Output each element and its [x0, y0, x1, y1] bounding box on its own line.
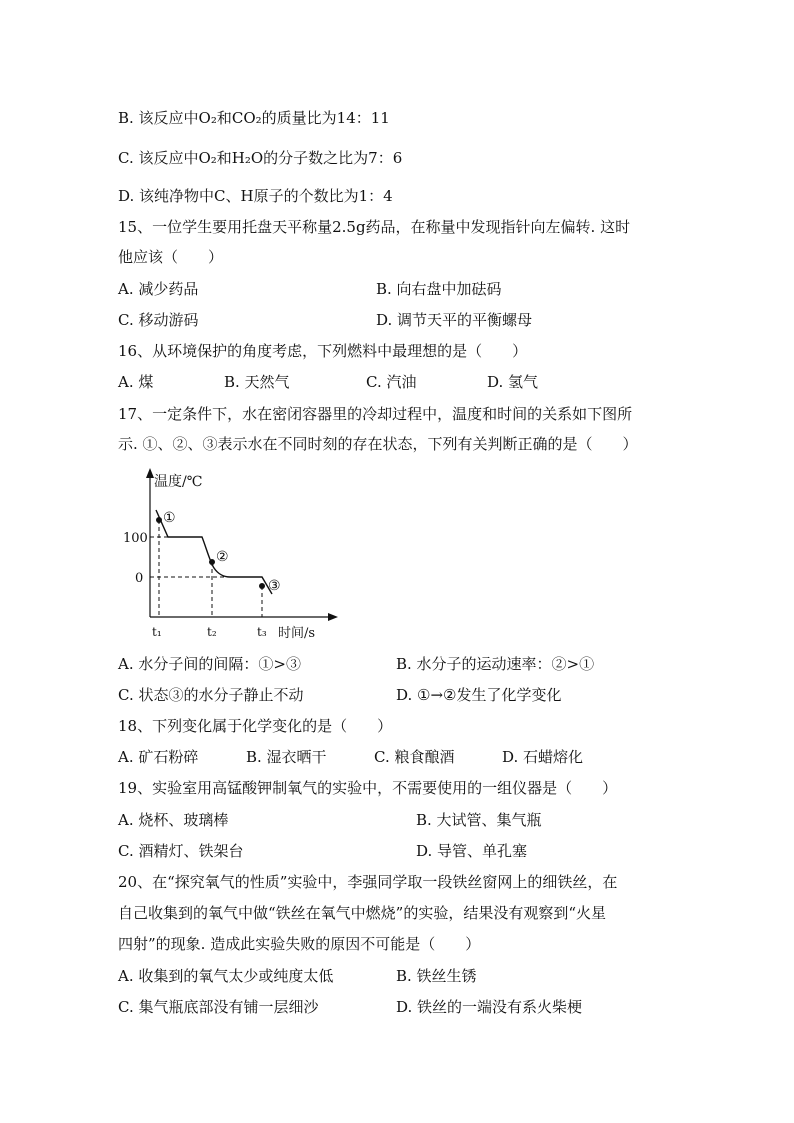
point-3 — [259, 583, 265, 589]
q18-stem: 18、下列变化属于化学变化的是（ ） — [118, 717, 393, 735]
q14-option-c: C. 该反应中O₂和H₂O的分子数之比为7：6 — [118, 149, 403, 167]
q18-option-a: A. 矿石粉碎 — [118, 748, 199, 766]
q18-option-c: C. 粮食酿酒 — [374, 748, 455, 766]
point-3-label: ③ — [268, 578, 281, 594]
q20-option-a: A. 收集到的氧气太少或纯度太低 — [118, 967, 334, 985]
q14-option-b: B. 该反应中O₂和CO₂的质量比为14：11 — [118, 109, 390, 127]
q16-stem: 16、从环境保护的角度考虑，下列燃料中最理想的是（ ） — [118, 342, 528, 360]
y-axis-arrow — [146, 468, 154, 478]
q18-option-b: B. 湿衣晒干 — [246, 748, 327, 766]
q20-stem-line3: 四射”的现象. 造成此实验失败的原因不可能是（ ） — [118, 935, 481, 953]
q17-stem-line1: 17、一定条件下，水在密闭容器里的冷却过程中，温度和时间的关系如下图所 — [118, 405, 633, 423]
q17-stem-line2: 示. ①、②、③表示水在不同时刻的存在状态，下列有关判断正确的是（ ） — [118, 435, 638, 453]
q17-option-b: B. 水分子的运动速率：②>① — [396, 655, 595, 673]
q15-stem-line1: 15、一位学生要用托盘天平称量2.5g药品，在称量中发现指针向左偏转. 这时 — [118, 218, 631, 236]
q18-option-d: D. 石蜡熔化 — [502, 748, 584, 766]
point-2 — [209, 559, 215, 565]
q15-stem-line2: 他应该（ ） — [118, 248, 224, 266]
q20-option-b: B. 铁丝生锈 — [396, 967, 477, 985]
q17-option-d: D. ①→②发生了化学变化 — [396, 686, 562, 704]
q15-option-a: A. 减少药品 — [118, 280, 199, 298]
q17-option-c: C. 状态③的水分子静止不动 — [118, 686, 304, 704]
q16-option-c: C. 汽油 — [366, 373, 417, 391]
q20-stem-line1: 20、在“探究氧气的性质”实验中，李强同学取一段铁丝窗网上的细铁丝，在 — [118, 873, 618, 891]
x-axis-label: 时间/s — [278, 626, 316, 641]
temperature-time-chart — [110, 462, 350, 647]
x-tick-t2: t₂ — [207, 625, 217, 639]
q19-option-b: B. 大试管、集气瓶 — [416, 811, 542, 829]
x-tick-t3: t₃ — [257, 625, 267, 639]
q16-option-d: D. 氢气 — [487, 373, 539, 391]
point-1-label: ① — [163, 510, 176, 526]
q14-option-d: D. 该纯净物中C、H原子的个数比为1：4 — [118, 187, 393, 205]
q19-option-d: D. 导管、单孔塞 — [416, 842, 528, 860]
q16-option-b: B. 天然气 — [224, 373, 290, 391]
q20-stem-line2: 自己收集到的氧气中做“铁丝在氧气中燃烧”的实验，结果没有观察到“火星 — [118, 904, 607, 922]
q20-option-d: D. 铁丝的一端没有系火柴梗 — [396, 998, 583, 1016]
q19-option-c: C. 酒精灯、铁架台 — [118, 842, 244, 860]
q16-option-a: A. 煤 — [118, 373, 154, 391]
y-tick-100: 100 — [123, 531, 148, 546]
q20-option-c: C. 集气瓶底部没有铺一层细沙 — [118, 998, 319, 1016]
point-1 — [156, 517, 162, 523]
q17-option-a: A. 水分子间的间隔：①>③ — [118, 655, 301, 673]
q15-option-c: C. 移动游码 — [118, 311, 199, 329]
q15-option-b: B. 向右盘中加砝码 — [376, 280, 502, 298]
y-tick-0: 0 — [135, 571, 144, 586]
y-axis-label: 温度/℃ — [154, 474, 203, 490]
q15-option-d: D. 调节天平的平衡螺母 — [376, 311, 533, 329]
point-2-label: ② — [216, 549, 229, 565]
q19-stem: 19、实验室用高锰酸钾制氧气的实验中，不需要使用的一组仪器是（ ） — [118, 779, 618, 797]
x-tick-t1: t₁ — [152, 625, 162, 639]
q19-option-a: A. 烧杯、玻璃棒 — [118, 811, 229, 829]
x-axis-arrow — [328, 613, 338, 621]
